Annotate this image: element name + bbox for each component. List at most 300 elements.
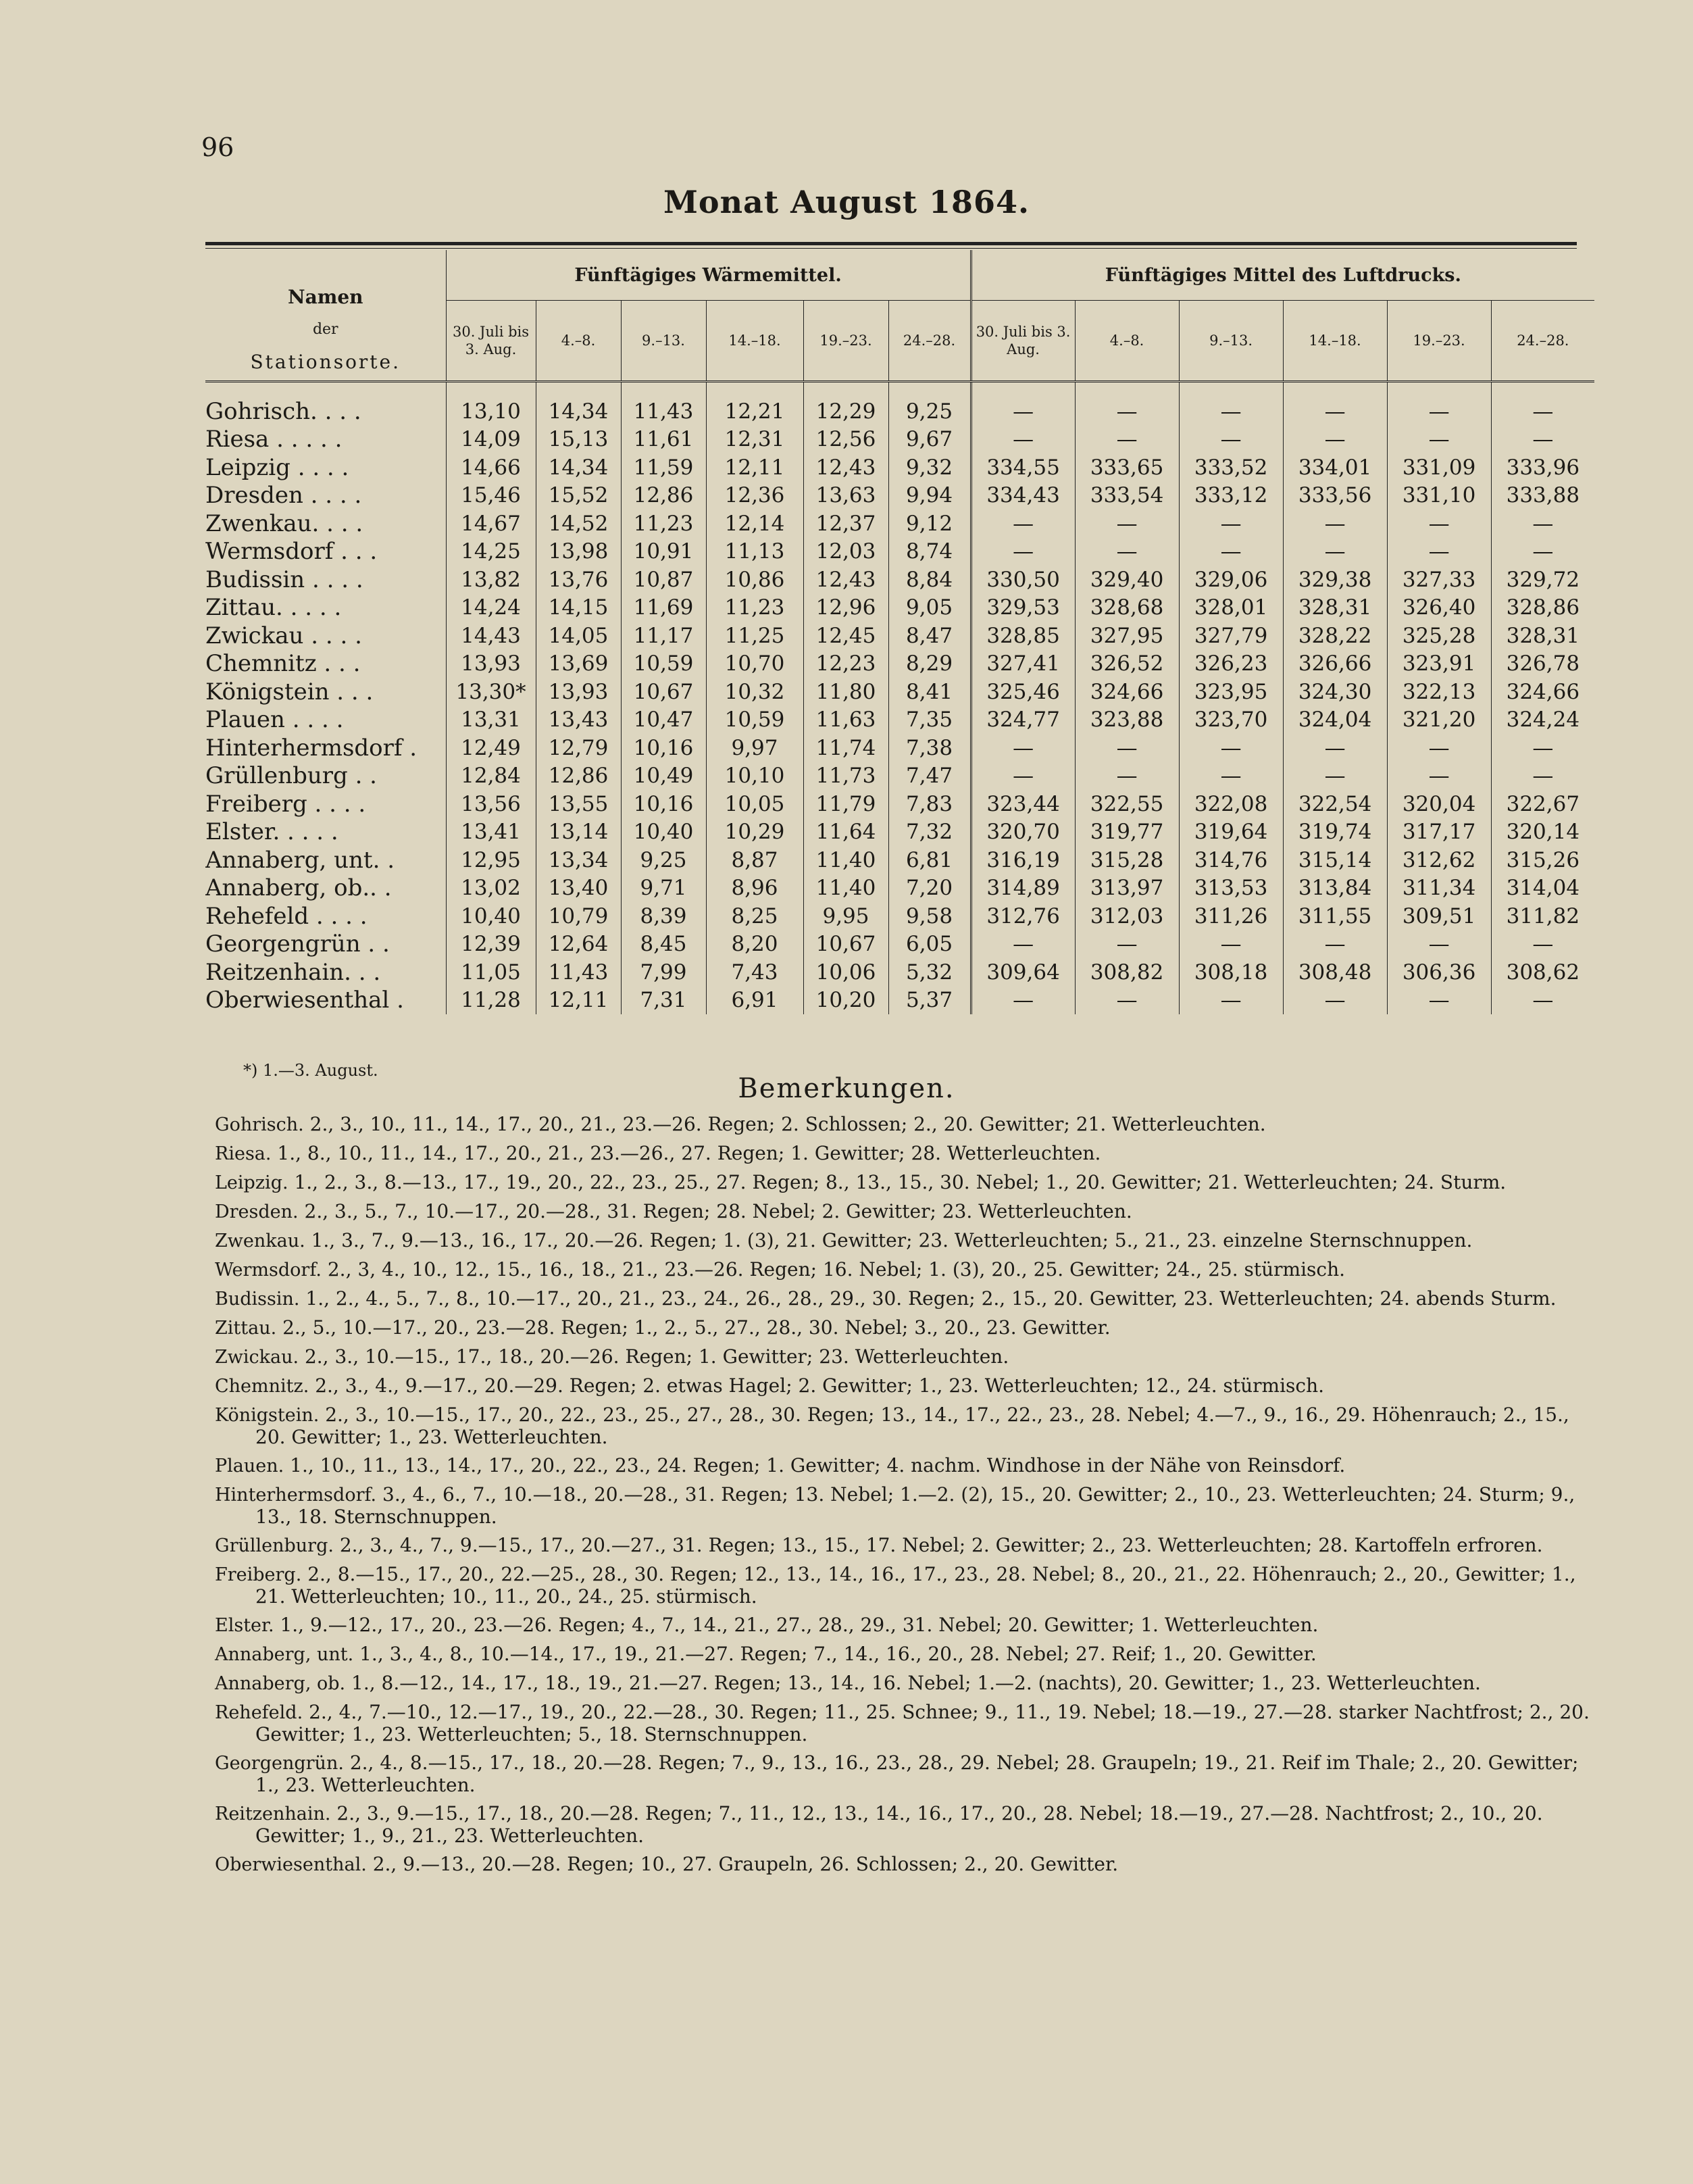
temperature-cell: 6,81: [888, 846, 971, 874]
pressure-cell: —: [1387, 987, 1491, 1015]
remark-text: 3., 4., 6., 7., 10.—18., 20.—28., 31. Regen; 13. Nebel; 1.—2. (2), 15., 20. Gewitter; 2., 10., 23. Wetterleuchten; 24. Sturm; 9., 13., 18. Sternschnuppen.: [255, 1483, 1575, 1528]
pressure-cell: —: [1387, 538, 1491, 566]
pressure-cell: 322,08: [1179, 790, 1283, 818]
temperature-cell: 13,43: [536, 706, 621, 735]
pressure-cell: 315,14: [1283, 846, 1387, 874]
temperature-cell: 8,74: [888, 538, 971, 566]
remark-text: 1., 8.—12., 14., 17., 18., 19., 21.—27. Regen; 13., 14., 16. Nebel; 1.—2. (nachts), 20. Gewitter; 1., 23. Wetterleuchten.: [351, 1672, 1481, 1694]
temperature-cell: 11,59: [621, 453, 706, 482]
temperature-cell: 9,67: [888, 426, 971, 454]
remark-station: Hinterhermsdorf.: [215, 1485, 377, 1506]
temperature-cell: 13,10: [446, 397, 536, 426]
temperature-cell: 13,14: [536, 818, 621, 847]
temperature-cell: 7,99: [621, 958, 706, 987]
pressure-cell: 323,70: [1179, 706, 1283, 735]
remark-entry: [215, 1535, 1593, 1557]
pressure-cell: —: [1283, 734, 1387, 762]
station-name: Zittau. . . . .: [205, 594, 342, 622]
remark-station: Dresden.: [215, 1201, 299, 1222]
station-name: Reitzenhain. . .: [205, 958, 381, 986]
pressure-cell: 329,72: [1491, 566, 1594, 594]
pressure-cell: 331,09: [1387, 453, 1491, 482]
pressure-cell: 306,36: [1387, 958, 1491, 987]
remark-station: Leipzig.: [215, 1172, 288, 1193]
remark-station: Annaberg, ob.: [215, 1673, 346, 1694]
temperature-cell: 12,64: [536, 930, 621, 959]
temperature-cell: 9,95: [803, 902, 888, 930]
temperature-cell: 12,29: [803, 397, 888, 426]
table-row: [205, 594, 1594, 622]
temperature-cell: 7,31: [621, 987, 706, 1015]
remark-entry: [215, 1643, 1593, 1666]
weather-table: [205, 250, 1594, 1014]
pressure-cell: —: [971, 987, 1075, 1015]
temperature-cell: 13,98: [536, 538, 621, 566]
pressure-cell: 327,41: [971, 650, 1075, 678]
pressure-cell: —: [1075, 762, 1179, 791]
pressure-cell: 320,70: [971, 818, 1075, 847]
pressure-cell: 319,77: [1075, 818, 1179, 847]
temperature-cell: 14,34: [536, 397, 621, 426]
temp-period-header: 4.–8.: [536, 301, 621, 382]
remark-entry: [215, 1114, 1593, 1136]
temperature-cell: 15,13: [536, 426, 621, 454]
temperature-cell: 9,12: [888, 510, 971, 538]
pressure-cell: 308,82: [1075, 958, 1179, 987]
pressure-cell: 333,96: [1491, 453, 1594, 482]
remark-entry: [215, 1230, 1593, 1252]
temp-period-header: 14.–18.: [706, 301, 803, 382]
temperature-cell: 11,80: [803, 678, 888, 706]
temperature-cell: 8,25: [706, 902, 803, 930]
pressure-cell: —: [1491, 538, 1594, 566]
temperature-cell: 8,87: [706, 846, 803, 874]
pressure-cell: —: [971, 510, 1075, 538]
temperature-cell: 7,32: [888, 818, 971, 847]
pressure-cell: 320,04: [1387, 790, 1491, 818]
pressure-cell: 333,52: [1179, 453, 1283, 482]
temperature-cell: 9,71: [621, 874, 706, 903]
temperature-cell: 12,36: [706, 482, 803, 510]
station-name: Dresden . . . .: [205, 482, 362, 510]
remark-text: 2., 9.—13., 20.—28. Regen; 10., 27. Graupeln, 26. Schlossen; 2., 20. Gewitter.: [372, 1853, 1119, 1875]
pressure-cell: 327,79: [1179, 622, 1283, 650]
remark-station: Königstein.: [215, 1405, 320, 1426]
pressure-cell: —: [1179, 538, 1283, 566]
name-header-line3: Stationsorte.: [250, 351, 401, 373]
pressure-cell: 334,55: [971, 453, 1075, 482]
remark-entry: [215, 1484, 1593, 1528]
temperature-cell: 14,34: [536, 453, 621, 482]
temperature-cell: 5,37: [888, 987, 971, 1015]
pressure-cell: 333,65: [1075, 453, 1179, 482]
temperature-cell: 9,58: [888, 902, 971, 930]
temperature-cell: 13,02: [446, 874, 536, 903]
remark-text: 1., 10., 11., 13., 14., 17., 20., 22., 23., 24. Regen; 1. Gewitter; 4. nachm. Windhose in der Nähe von Reinsdorf.: [290, 1454, 1346, 1476]
pressure-cell: —: [1387, 397, 1491, 426]
remark-entry: [215, 1752, 1593, 1796]
pressure-cell: 330,50: [971, 566, 1075, 594]
temperature-cell: 12,56: [803, 426, 888, 454]
temperature-cell: 11,43: [536, 958, 621, 987]
temperature-cell: 8,41: [888, 678, 971, 706]
remark-entry: [215, 1346, 1593, 1368]
pressure-cell: 328,31: [1283, 594, 1387, 622]
temperature-cell: 11,25: [706, 622, 803, 650]
pressure-cell: 325,28: [1387, 622, 1491, 650]
temperature-cell: 10,49: [621, 762, 706, 791]
temperature-cell: 12,43: [803, 566, 888, 594]
remark-text: 1., 3., 7., 9.—13., 16., 17., 20.—26. Regen; 1. (3), 21. Gewitter; 23. Wetterleuchten; 5., 21., 23. einzelne Sternschnuppen.: [311, 1229, 1473, 1251]
pressure-cell: 316,19: [971, 846, 1075, 874]
temperature-cell: 10,32: [706, 678, 803, 706]
temperature-cell: 8,20: [706, 930, 803, 959]
pressure-cell: —: [1387, 762, 1491, 791]
pressure-cell: 317,17: [1387, 818, 1491, 847]
pressure-period-header: 19.–23.: [1387, 301, 1491, 382]
temperature-cell: 10,40: [621, 818, 706, 847]
pressure-cell: —: [971, 397, 1075, 426]
remark-station: Chemnitz.: [215, 1376, 309, 1397]
temperature-cell: 9,05: [888, 594, 971, 622]
temperature-cell: 9,97: [706, 734, 803, 762]
temperature-cell: 12,86: [621, 482, 706, 510]
temperature-cell: 9,25: [621, 846, 706, 874]
footnote: *) 1.—3. August.: [243, 1061, 378, 1080]
pressure-cell: 313,97: [1075, 874, 1179, 903]
pressure-cell: 313,53: [1179, 874, 1283, 903]
remark-entry: [215, 1317, 1593, 1339]
pressure-cell: —: [1491, 987, 1594, 1015]
temperature-cell: 11,61: [621, 426, 706, 454]
pressure-cell: 313,84: [1283, 874, 1387, 903]
temperature-cell: 14,09: [446, 426, 536, 454]
pressure-cell: —: [1491, 734, 1594, 762]
pressure-cell: 328,86: [1491, 594, 1594, 622]
table-row: [205, 706, 1594, 735]
pressure-cell: 320,14: [1491, 818, 1594, 847]
table-body: [205, 382, 1594, 1015]
remark-text: 2., 3, 4., 10., 12., 15., 16., 18., 21., 23.—26. Regen; 16. Nebel; 1. (3), 20., 25. Gewitter; 24., 25. stürmisch.: [327, 1258, 1346, 1281]
table-row: [205, 762, 1594, 791]
pressure-cell: —: [1283, 397, 1387, 426]
temperature-cell: 13,63: [803, 482, 888, 510]
remark-entry: [215, 1803, 1593, 1847]
name-header-line2: der: [312, 321, 338, 338]
remark-station: Wermsdorf.: [215, 1260, 322, 1281]
pressure-cell: 323,44: [971, 790, 1075, 818]
pressure-cell: 324,04: [1283, 706, 1387, 735]
pressure-cell: 324,66: [1075, 678, 1179, 706]
temperature-cell: 12,21: [706, 397, 803, 426]
temperature-cell: 6,91: [706, 987, 803, 1015]
temperature-cell: 7,38: [888, 734, 971, 762]
pressure-cell: 328,68: [1075, 594, 1179, 622]
remark-station: Gohrisch.: [215, 1114, 304, 1135]
pressure-cell: 322,54: [1283, 790, 1387, 818]
temperature-cell: 11,43: [621, 397, 706, 426]
remark-text: 2., 4., 8.—15., 17., 18., 20.—28. Regen; 7., 9., 13., 16., 23., 28., 29. Nebel; 28. Graupeln; 19., 21. Reif im Thale; 2., 20. Gewitter; 1., 23. Wetterleuchten.: [255, 1752, 1579, 1796]
temperature-cell: 12,79: [536, 734, 621, 762]
station-name: Chemnitz . . .: [205, 650, 361, 678]
pressure-cell: 324,24: [1491, 706, 1594, 735]
remark-text: 2., 8.—15., 17., 20., 22.—25., 28., 30. Regen; 12., 13., 14., 16., 17., 23., 28. Nebel; 8., 20., 21., 22. Höhenrauch; 2., 20., Gewitter; 1., 21. Wetterleuchten; 10., 11., 20., 24., 25. stürmisch.: [255, 1563, 1576, 1608]
temperature-cell: 14,24: [446, 594, 536, 622]
temperature-cell: 10,05: [706, 790, 803, 818]
remark-entry: [215, 1854, 1593, 1876]
remark-entry: [215, 1564, 1593, 1608]
station-name: Königstein . . .: [205, 678, 374, 705]
remark-station: Zwickau.: [215, 1347, 299, 1368]
temperature-cell: 13,56: [446, 790, 536, 818]
pressure-cell: 331,10: [1387, 482, 1491, 510]
temperature-cell: 13,76: [536, 566, 621, 594]
temp-period-header: 19.–23.: [803, 301, 888, 382]
temperature-cell: 12,45: [803, 622, 888, 650]
pressure-cell: 314,89: [971, 874, 1075, 903]
temperature-cell: 6,05: [888, 930, 971, 959]
table-row: [205, 622, 1594, 650]
pressure-cell: —: [1491, 930, 1594, 959]
pressure-cell: 312,62: [1387, 846, 1491, 874]
remarks-list: [215, 1114, 1593, 1883]
remark-station: Elster.: [215, 1615, 274, 1636]
temperature-cell: 12,95: [446, 846, 536, 874]
pressure-cell: 319,64: [1179, 818, 1283, 847]
remark-station: Rehefeld.: [215, 1702, 303, 1723]
pressure-cell: 328,85: [971, 622, 1075, 650]
station-name: Freiberg . . . .: [205, 790, 366, 818]
pressure-cell: —: [1283, 510, 1387, 538]
table-row: [205, 987, 1594, 1015]
temperature-cell: 10,79: [536, 902, 621, 930]
pressure-cell: —: [971, 762, 1075, 791]
station-name: Zwickau . . . .: [205, 622, 362, 649]
station-name: Zwenkau. . . .: [205, 510, 363, 537]
pressure-period-header: 24.–28.: [1491, 301, 1594, 382]
temperature-cell: 14,05: [536, 622, 621, 650]
remark-text: 1., 2., 3., 8.—13., 17., 19., 20., 22., 23., 25., 27. Regen; 8., 13., 15., 30. Nebel; 1., 20. Gewitter; 21. Wetterleuchten; 24. Sturm.: [294, 1171, 1507, 1193]
pressure-cell: —: [1075, 397, 1179, 426]
pressure-cell: —: [971, 734, 1075, 762]
table-row: [205, 510, 1594, 538]
temperature-cell: 9,32: [888, 453, 971, 482]
temperature-cell: 8,96: [706, 874, 803, 903]
pressure-cell: 308,48: [1283, 958, 1387, 987]
pressure-period-header: 4.–8.: [1075, 301, 1179, 382]
remark-text: 2., 3., 4., 7., 9.—15., 17., 20.—27., 31. Regen; 13., 15., 17. Nebel; 2. Gewitter; 2., 23. Wetterleuchten; 28. Kartoffeln erfroren.: [339, 1534, 1543, 1556]
pressure-cell: 321,20: [1387, 706, 1491, 735]
temperature-cell: 11,28: [446, 987, 536, 1015]
name-header-line1: Namen: [287, 286, 363, 308]
temperature-cell: 10,70: [706, 650, 803, 678]
temperature-cell: 15,52: [536, 482, 621, 510]
pressure-cell: 324,66: [1491, 678, 1594, 706]
temperature-cell: 13,55: [536, 790, 621, 818]
temperature-cell: 11,23: [621, 510, 706, 538]
pressure-cell: 309,51: [1387, 902, 1491, 930]
pressure-cell: —: [1387, 426, 1491, 454]
temperature-cell: 10,40: [446, 902, 536, 930]
table-row: [205, 930, 1594, 959]
temperature-group-header: Fünftägiges Wärmemittel.: [446, 250, 971, 301]
pressure-cell: —: [971, 426, 1075, 454]
station-name: Budissin . . . .: [205, 566, 363, 593]
table-row: [205, 790, 1594, 818]
temperature-cell: 9,25: [888, 397, 971, 426]
temperature-cell: 9,94: [888, 482, 971, 510]
temp-period-header: 9.–13.: [621, 301, 706, 382]
remarks-title: Bemerkungen.: [738, 1073, 955, 1104]
pressure-cell: —: [1075, 426, 1179, 454]
temperature-cell: 11,69: [621, 594, 706, 622]
page-number: 96: [201, 132, 234, 162]
remark-text: 2., 3., 10., 11., 14., 17., 20., 21., 23.—26. Regen; 2. Schlossen; 2., 20. Gewitter; 21. Wetterleuchten.: [309, 1113, 1266, 1135]
temperature-cell: 12,37: [803, 510, 888, 538]
pressure-cell: 334,01: [1283, 453, 1387, 482]
temperature-cell: 8,84: [888, 566, 971, 594]
remark-station: Reitzenhain.: [215, 1804, 331, 1825]
pressure-cell: —: [1075, 538, 1179, 566]
top-rule-thin: [205, 248, 1577, 249]
temperature-cell: 11,64: [803, 818, 888, 847]
pressure-cell: —: [1283, 426, 1387, 454]
temp-period-header: 24.–28.: [888, 301, 971, 382]
pressure-cell: —: [1283, 762, 1387, 791]
temperature-cell: 11,40: [803, 874, 888, 903]
temperature-cell: 10,67: [621, 678, 706, 706]
temperature-cell: 10,87: [621, 566, 706, 594]
remark-station: Plauen.: [215, 1456, 284, 1476]
pressure-cell: 334,43: [971, 482, 1075, 510]
pressure-cell: 329,38: [1283, 566, 1387, 594]
pressure-cell: 315,26: [1491, 846, 1594, 874]
pressure-cell: 327,95: [1075, 622, 1179, 650]
table-row: [205, 958, 1594, 987]
temperature-cell: 11,17: [621, 622, 706, 650]
temperature-cell: 11,23: [706, 594, 803, 622]
pressure-period-header: 9.–13.: [1179, 301, 1283, 382]
station-name: Gohrisch. . . .: [205, 397, 361, 425]
temperature-cell: 10,06: [803, 958, 888, 987]
temperature-cell: 12,39: [446, 930, 536, 959]
pressure-cell: 333,56: [1283, 482, 1387, 510]
temperature-cell: 14,66: [446, 453, 536, 482]
remark-station: Freiberg.: [215, 1564, 302, 1585]
temp-period-header: 30. Juli bis 3. Aug.: [446, 301, 536, 382]
remark-entry: [215, 1201, 1593, 1223]
temperature-cell: 7,47: [888, 762, 971, 791]
temperature-cell: 14,52: [536, 510, 621, 538]
temperature-cell: 7,35: [888, 706, 971, 735]
temperature-cell: 11,40: [803, 846, 888, 874]
pressure-cell: 329,53: [971, 594, 1075, 622]
remark-entry: [215, 1702, 1593, 1745]
remark-entry: [215, 1288, 1593, 1310]
temperature-cell: 14,25: [446, 538, 536, 566]
pressure-cell: 326,78: [1491, 650, 1594, 678]
station-name: Wermsdorf . . .: [205, 538, 378, 566]
station-name: Annaberg, unt. .: [205, 846, 395, 874]
temperature-cell: 10,59: [621, 650, 706, 678]
pressure-cell: —: [1491, 510, 1594, 538]
temperature-cell: 12,11: [536, 987, 621, 1015]
pressure-cell: 311,82: [1491, 902, 1594, 930]
temperature-cell: 8,45: [621, 930, 706, 959]
temperature-cell: 13,82: [446, 566, 536, 594]
temperature-cell: 10,16: [621, 790, 706, 818]
remark-station: Budissin.: [215, 1289, 300, 1310]
pressure-cell: 328,31: [1491, 622, 1594, 650]
temperature-cell: 7,43: [706, 958, 803, 987]
pressure-cell: 323,91: [1387, 650, 1491, 678]
temperature-cell: 11,73: [803, 762, 888, 791]
pressure-cell: 328,01: [1179, 594, 1283, 622]
pressure-cell: 329,06: [1179, 566, 1283, 594]
pressure-cell: —: [1387, 510, 1491, 538]
remark-text: 2., 5., 10.—17., 20., 23.—28. Regen; 1., 2., 5., 27., 28., 30. Nebel; 3., 20., 23. Gewitter.: [282, 1316, 1111, 1339]
pressure-cell: 323,95: [1179, 678, 1283, 706]
pressure-cell: 312,03: [1075, 902, 1179, 930]
pressure-cell: 315,28: [1075, 846, 1179, 874]
pressure-cell: 308,62: [1491, 958, 1594, 987]
pressure-cell: 322,13: [1387, 678, 1491, 706]
table-row: [205, 482, 1594, 510]
remark-text: 1., 8., 10., 11., 14., 17., 20., 21., 23.—26., 27. Regen; 1. Gewitter; 28. Wetterleuchten.: [277, 1142, 1101, 1164]
remark-text: 2., 3., 9.—15., 17., 18., 20.—28. Regen; 7., 11., 12., 13., 14., 16., 17., 20., 28. Nebel; 18.—19., 27.—28. Nachtfrost; 2., 10., 20. Gewitter; 1., 9., 21., 23. Wetterleuchten.: [255, 1802, 1543, 1847]
name-column-header: [205, 250, 446, 382]
pressure-cell: 326,40: [1387, 594, 1491, 622]
temperature-cell: 13,31: [446, 706, 536, 735]
remark-entry: [215, 1614, 1593, 1637]
station-name: Plauen . . . .: [205, 706, 344, 734]
remark-station: Grüllenburg.: [215, 1535, 334, 1556]
table-row: [205, 566, 1594, 594]
page-title: Monat August 1864.: [663, 184, 1030, 220]
table-row: [205, 538, 1594, 566]
pressure-cell: 324,77: [971, 706, 1075, 735]
temperature-cell: 13,93: [536, 678, 621, 706]
remark-entry: [215, 1455, 1593, 1477]
pressure-cell: —: [1075, 987, 1179, 1015]
temperature-cell: 10,59: [706, 706, 803, 735]
pressure-cell: —: [1075, 510, 1179, 538]
temperature-cell: 8,39: [621, 902, 706, 930]
table-row: [205, 846, 1594, 874]
temperature-cell: 11,63: [803, 706, 888, 735]
pressure-cell: —: [1491, 762, 1594, 791]
temperature-cell: 7,83: [888, 790, 971, 818]
table-row: [205, 818, 1594, 847]
station-name: Annaberg, ob.. .: [205, 874, 392, 902]
remark-station: Zittau.: [215, 1318, 277, 1339]
table-row: [205, 426, 1594, 454]
remark-entry: [215, 1259, 1593, 1281]
temperature-cell: 13,34: [536, 846, 621, 874]
remark-text: 2., 4., 7.—10., 12.—17., 19., 20., 22.—28., 30. Regen; 11., 25. Schnee; 9., 11., 19. Nebel; 18.—19., 27.—28. starker Nachtfrost; 2., 20. Gewitter; 1., 23. Wetterleuchten; 5., 18. Sternschnuppen.: [255, 1701, 1590, 1745]
pressure-cell: 328,22: [1283, 622, 1387, 650]
remark-station: Zwenkau.: [215, 1231, 305, 1251]
pressure-cell: —: [1075, 930, 1179, 959]
table-row: [205, 650, 1594, 678]
pressure-cell: 309,64: [971, 958, 1075, 987]
temperature-cell: 14,67: [446, 510, 536, 538]
station-name: Elster. . . . .: [205, 818, 338, 846]
temperature-cell: 12,31: [706, 426, 803, 454]
pressure-cell: —: [1179, 426, 1283, 454]
remark-station: Oberwiesenthal.: [215, 1854, 367, 1875]
temperature-cell: 13,40: [536, 874, 621, 903]
